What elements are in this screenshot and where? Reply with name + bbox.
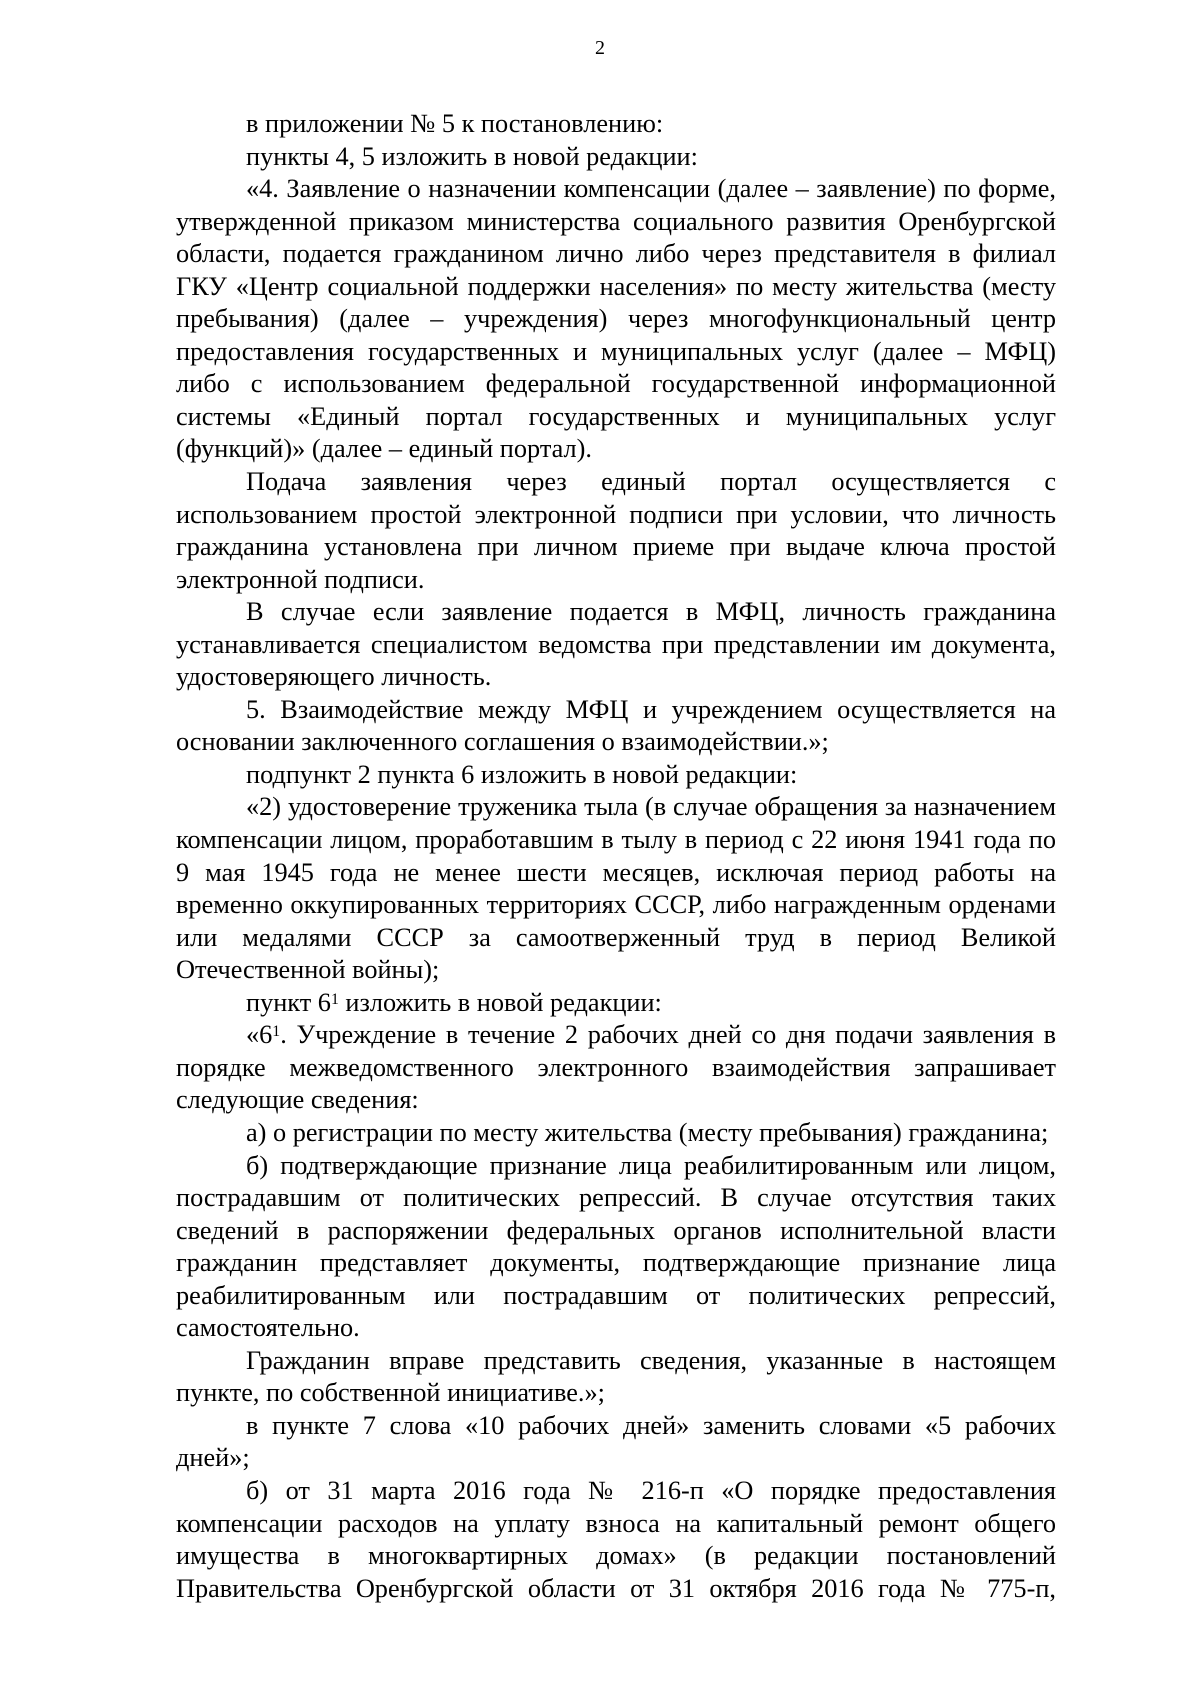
paragraph-subitem-a-registration: а) о регистрации по месту жительства (месту пребывания) гражданина; bbox=[246, 1117, 1049, 1147]
page-number: 2 bbox=[595, 37, 605, 59]
superscript: 1 bbox=[272, 1023, 281, 1041]
paragraph-resolution-216-p: б) от 31 марта 2016 года № 216-п «О порядке предоставления компенсации расходов на уплату взноса на капитальный ремонт общего имущества в многоквартирных домах» (в редакции постановлений Правительства Оренбургской области от 31 октября 2016 года № 775-п, bbox=[176, 1475, 1056, 1603]
paragraph-item-5-interaction: 5. Взаимодействие между МФЦ и учреждением осуществляется на основании заключенного соглашения о взаимодействии.»; bbox=[176, 694, 1056, 757]
superscript: 1 bbox=[330, 990, 339, 1008]
paragraph-item-6-1-after: изложить в новой редакции: bbox=[338, 987, 662, 1017]
paragraph-mfc-identity: В случае если заявление подается в МФЦ, личность гражданина устанавливается специалистом ведомства при представлении им документа, удостоверяющего личность. bbox=[176, 597, 1056, 692]
paragraph-subitem-b-rehabilitated: б) подтверждающие признание лица реабилитированным или лицом, пострадавшим от политических репрессий. В случае отсутствия таких сведений в распоряжении федеральных органов исполнительной власти гражданин представляет документы, подтверждающие признание лица реабилитированным или пострадавшим от политических репрессий, самостоятельно. bbox=[176, 1150, 1056, 1343]
paragraph-appendix-5: в приложении № 5 к постановлению: bbox=[246, 109, 664, 138]
paragraph-subitem-2-item-6: подпункт 2 пункта 6 изложить в новой редакции: bbox=[246, 759, 798, 789]
paragraph-home-front-certificate: «2) удостоверение труженика тыла (в случае обращения за назначением компенсации лицом, проработавшим в тылу в период с 22 июня 1941 года по 9 мая 1945 года не менее шести месяцев, исключая период работы на временно оккупированных территориях СССР, либо награжденным орденами или медалями СССР за самоотверженный труд в период Великой Отечественной войны); bbox=[176, 792, 1056, 985]
document-body bbox=[176, 108, 1056, 1605]
paragraph-own-initiative: Гражданин вправе представить сведения, указанные в настоящем пункте, по собственной инициативе.»; bbox=[176, 1345, 1056, 1408]
paragraph-items-4-5: пункты 4, 5 изложить в новой редакции: bbox=[246, 141, 698, 171]
paragraph-item-6-1-before: пункт 6 bbox=[246, 987, 331, 1017]
paragraph-item-6-1-text-before: «6 bbox=[246, 1020, 273, 1050]
paragraph-item-4-application: «4. Заявление о назначении компенсации (далее – заявление) по форме, утвержденной приказом министерства социального развития Оренбургской области, подается гражданином лично либо через представителя в филиал ГКУ «Центр социальной поддержки населения» по месту жительства (месту пребывания) (далее – учреждения) через многофункциональный центр предоставления государственных и муниципальных услуг (далее – МФЦ) либо с использованием федеральной государственной информационной системы «Единый портал государственных и муниципальных услуг (функций)» (далее – единый портал). bbox=[176, 174, 1056, 464]
paragraph-item-6-1 bbox=[176, 987, 1056, 1020]
paragraph-item-6-1-text bbox=[176, 1019, 1056, 1117]
paragraph-portal-submission: Подача заявления через единый портал осуществляется с использованием простой электронной подписи при условии, что личность гражданина установлена при личном приеме при выдаче ключа простой электронной подписи. bbox=[176, 467, 1056, 594]
paragraph-item-7-working-days: в пункте 7 слова «10 рабочих дней» заменить словами «5 рабочих дней»; bbox=[176, 1410, 1056, 1473]
paragraph-item-6-1-text-after: . Учреждение в течение 2 рабочих дней со дня подачи заявления в порядке межведомственного электронного взаимодействия запрашивает следующие сведения: bbox=[176, 1020, 1056, 1115]
